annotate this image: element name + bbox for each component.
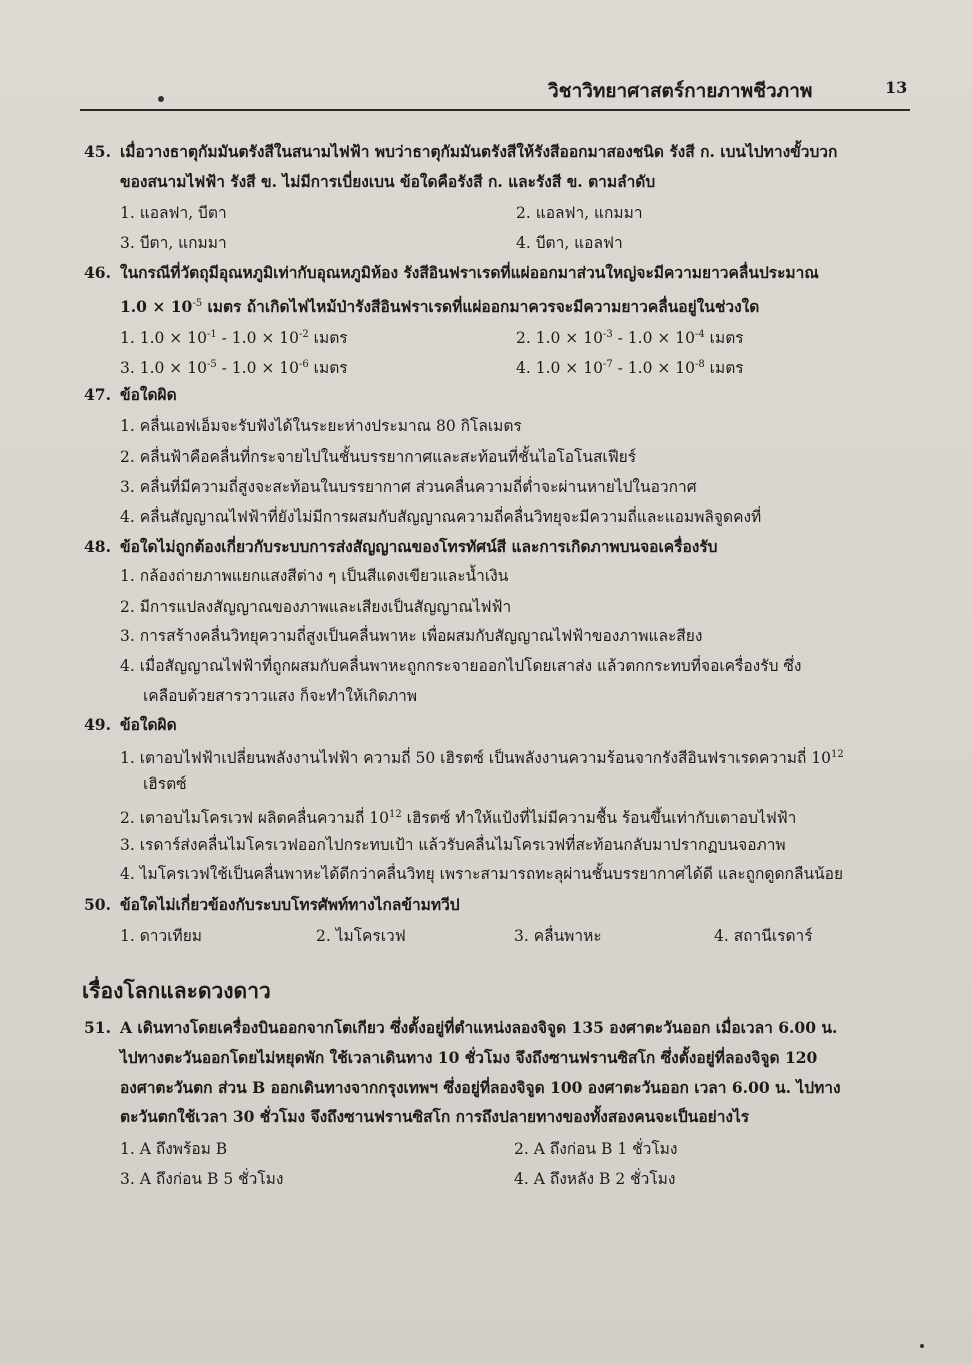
question-stem-line: ไปทางตะวันออกโดยไม่หยุดพัก ใช้เวลาเดินทาง 10 ชั่วโมง จึงถึงซานฟรานซิสโก ซึ่งตั้งอยู่ที่ลองจิจูด 120 — [120, 1048, 818, 1067]
exponent: -7 — [602, 359, 613, 370]
question-number: 46. — [84, 263, 111, 282]
option-text: - 1.0 × 10 — [216, 329, 299, 347]
option-text: 4. 1.0 × 10 — [516, 359, 603, 377]
question-51 — [84, 1018, 837, 1038]
option-1-cont: เฮิรตซ์ — [143, 775, 187, 793]
option-4: 4. เมื่อสัญญาณไฟฟ้าที่ถูกผสมกับคลื่นพาหะถูกกระจายออกไปโดยเสาส่ง แล้วตกกระทบที่จอเครื่องรับ ซึ่ง — [120, 657, 802, 675]
option-4: 4. A ถึงหลัง B 2 ชั่วโมง — [514, 1170, 676, 1188]
question-stem: ในกรณีที่วัตถุมีอุณหภูมิเท่ากับอุณหภูมิห้อง รังสีอินฟราเรดที่แผ่ออกมาส่วนใหญ่จะมีความยาวคลื่นประมาณ — [120, 263, 819, 282]
option-text: - 1.0 × 10 — [612, 359, 695, 377]
option-unit: เมตร — [308, 329, 348, 347]
option-4 — [516, 355, 744, 378]
option-unit: เมตร — [308, 359, 348, 377]
section-title: เรื่องโลกและดวงดาว — [82, 978, 271, 1003]
question-49 — [84, 715, 177, 735]
exponent: 12 — [389, 809, 402, 820]
exponent: -1 — [206, 329, 217, 340]
option-unit: เมตร — [704, 359, 744, 377]
option-3: 3. คลื่นที่มีความถี่สูงจะสะท้อนในบรรยากาศ ส่วนคลื่นความถี่ต่ำจะผ่านหายไปในอวกาศ — [120, 478, 697, 496]
option-1: 1. คลื่นเอฟเอ็มจะรับฟังได้ในระยะห่างประมาณ 80 กิโลเมตร — [120, 417, 522, 435]
exponent: -6 — [299, 359, 309, 370]
page-number: 13 — [885, 78, 908, 97]
option-4: 4. บีตา, แอลฟา — [516, 234, 623, 252]
question-45 — [84, 142, 837, 162]
option-1: 1. A ถึงพร้อม B — [120, 1140, 228, 1158]
question-number: 45. — [84, 142, 111, 161]
option-3 — [120, 355, 348, 378]
option-1 — [120, 325, 348, 348]
question-stem-cont — [120, 1078, 841, 1098]
option-text: 3. 1.0 × 10 — [120, 359, 207, 377]
exponent: 12 — [831, 749, 844, 760]
question-stem: ข้อใดผิด — [120, 385, 177, 404]
question-number: 51. — [84, 1018, 111, 1037]
exponent: -5 — [192, 298, 203, 309]
question-stem-cont — [120, 294, 759, 317]
option-2: 2. แอลฟา, แกมมา — [516, 204, 643, 222]
exponent: -8 — [695, 359, 705, 370]
option-2 — [516, 325, 744, 348]
question-stem-line: องศาตะวันตก ส่วน B ออกเดินทางจากกรุงเทพฯ ซึ่งอยู่ที่ลองจิจูด 100 องศาตะวันออก เวลา 6.00 น. ไปทาง — [120, 1078, 841, 1097]
option-2: 2. มีการแปลงสัญญาณของภาพและเสียงเป็นสัญญาณไฟฟ้า — [120, 598, 512, 616]
option-3: 3. บีตา, แกมมา — [120, 234, 227, 252]
question-number: 47. — [84, 385, 111, 404]
option-4-cont: เคลือบด้วยสารวาวแสง ก็จะทำให้เกิดภาพ — [143, 687, 418, 705]
option-1 — [120, 745, 844, 768]
option-4: 4. ไมโครเวฟใช้เป็นคลื่นพาหะได้ดีกว่าคลื่นวิทยุ เพราะสามารถทะลุผ่านชั้นบรรยากาศได้ดี และถูกดูดกลืนน้อย — [120, 865, 844, 883]
option-text: 1. 1.0 × 10 — [120, 329, 207, 347]
question-number: 50. — [84, 895, 111, 914]
page-header-title: วิชาวิทยาศาสตร์กายภาพชีวภาพ — [548, 80, 813, 102]
exponent: -2 — [299, 329, 309, 340]
option-text: 2. 1.0 × 10 — [516, 329, 603, 347]
option-text: 2. เตาอบไมโครเวฟ ผลิตคลื่นความถี่ 10 — [120, 809, 390, 827]
option-text: 1. เตาอบไฟฟ้าเปลี่ยนพลังงานไฟฟ้า ความถี่ 50 เฮิรตซ์ เป็นพลังงานความร้อนจากรังสีอินฟราเรดความถี่ 10 — [120, 749, 832, 767]
option-3: 3. เรดาร์ส่งคลื่นไมโครเวฟออกไปกระทบเป้า แล้วรับคลื่นไมโครเวฟที่สะท้อนกลับมาปรากฏบนจอภาพ — [120, 836, 786, 854]
option-3: 3. การสร้างคลื่นวิทยุความถี่สูงเป็นคลื่นพาหะ เพื่อผสมกับสัญญาณไฟฟ้าของภาพและสียง — [120, 627, 703, 645]
option-4: 4. คลื่นสัญญาณไฟฟ้าที่ยังไม่มีการผสมกับสัญญาณความถี่คลื่นวิทยุจะมีความถี่และแอมพลิจูดคงที่ — [120, 508, 762, 526]
option-text: - 1.0 × 10 — [612, 329, 695, 347]
question-stem-cont — [120, 172, 655, 192]
stem-text: เมตร ถ้าเกิดไฟไหม้ป่ารังสีอินฟราเรดที่แผ่ออกมาควรจะมีความยาวคลื่นอยู่ในช่วงใด — [202, 297, 760, 316]
option-4: 4. สถานีเรดาร์ — [714, 927, 813, 945]
question-stem: ข้อใดไม่ถูกต้องเกี่ยวกับระบบการส่งสัญญาณของโทรทัศน์สี และการเกิดภาพบนจอเครื่องรับ — [120, 537, 718, 556]
question-number: 49. — [84, 715, 111, 734]
question-stem-line: ตะวันตกใช้เวลา 30 ชั่วโมง จึงถึงซานฟรานซิสโก การถึงปลายทางของทั้งสองคนจะเป็นอย่างไร — [120, 1107, 750, 1126]
question-stem-cont — [120, 1107, 749, 1127]
question-46 — [84, 263, 819, 283]
question-48 — [84, 537, 718, 557]
exponent: -5 — [206, 359, 217, 370]
option-2: 2. คลื่นฟ้าคือคลื่นที่กระจายไปในชั้นบรรยากาศและสะท้อนที่ชั้นไอโอโนสเฟียร์ — [120, 448, 637, 466]
option-3: 3. คลื่นพาหะ — [514, 927, 602, 945]
option-unit: เมตร — [704, 329, 744, 347]
print-speck — [920, 1344, 924, 1348]
exponent: -4 — [695, 329, 705, 340]
question-47 — [84, 385, 177, 405]
question-stem-cont — [120, 1048, 817, 1068]
question-number: 48. — [84, 537, 111, 556]
option-2: 2. ไมโครเวฟ — [316, 927, 406, 945]
question-stem: A เดินทางโดยเครื่องบินออกจากโตเกียว ซึ่งตั้งอยู่ที่ตำแหน่งลองจิจูด 135 องศาตะวันออก เมื่อเวลา 6.00 น. — [120, 1018, 838, 1037]
exponent: -3 — [602, 329, 613, 340]
question-50 — [84, 895, 460, 915]
option-1: 1. ดาวเทียม — [120, 927, 203, 945]
option-3: 3. A ถึงก่อน B 5 ชั่วโมง — [120, 1170, 284, 1188]
stem-value: 1.0 × 10 — [120, 297, 193, 316]
option-1: 1. แอลฟา, บีตา — [120, 204, 227, 222]
question-stem: ข้อใดไม่เกี่ยวข้องกับระบบโทรศัพท์ทางไกลข้ามทวีป — [120, 895, 460, 914]
option-text: เฮิรตซ์ ทำให้แป้งที่ไม่มีความชื้น ร้อนขึ้นเท่ากับเตาอบไฟฟ้า — [401, 809, 797, 827]
question-stem: ข้อใดผิด — [120, 715, 177, 734]
question-stem: เมื่อวางธาตุกัมมันตรังสีในสนามไฟฟ้า พบว่าธาตุกัมมันตรังสีให้รังสีออกมาสองชนิด รังสี ก. เบนไปทางขั้วบวก — [120, 142, 838, 161]
option-2: 2. A ถึงก่อน B 1 ชั่วโมง — [514, 1140, 678, 1158]
option-1: 1. กล้องถ่ายภาพแยกแสงสีต่าง ๆ เป็นสีแดงเขียวและน้ำเงิน — [120, 567, 509, 585]
header-divider — [80, 109, 910, 111]
option-text: - 1.0 × 10 — [216, 359, 299, 377]
option-2 — [120, 805, 796, 828]
print-speck — [158, 96, 164, 102]
question-stem-line: ของสนามไฟฟ้า รังสี ข. ไม่มีการเบี่ยงเบน ข้อใดคือรังสี ก. และรังสี ข. ตามลำดับ — [120, 172, 656, 191]
